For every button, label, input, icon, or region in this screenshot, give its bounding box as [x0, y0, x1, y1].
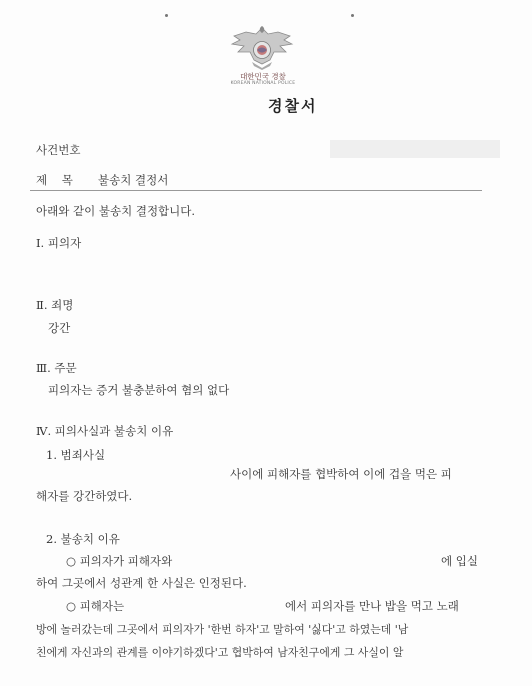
document-title: 경찰서 [268, 97, 318, 115]
scan-speck [165, 14, 168, 17]
section-facts-heading: Ⅳ. 피의사실과 불송치 이유 [36, 424, 174, 438]
reason-line: 에서 피의자를 만나 밥을 먹고 노래 [285, 599, 459, 613]
disposition-text: 피의자는 증거 불충분하여 혐의 없다 [48, 383, 230, 397]
reason-heading: 2. 불송치 이유 [46, 532, 120, 546]
case-number-label: 사건번호 [36, 143, 81, 157]
intro-text: 아래와 같이 불송치 결정합니다. [36, 204, 196, 218]
crime-facts-line: 해자를 강간하였다. [36, 489, 133, 503]
charge-name: 강간 [48, 321, 71, 335]
section-charge-heading: Ⅱ. 죄명 [36, 298, 74, 312]
crime-facts-heading: 1. 범죄사실 [46, 448, 106, 462]
reason-line: ○ 피해자는 [66, 599, 125, 613]
section-suspect-heading: Ⅰ. 피의자 [36, 236, 82, 250]
crime-facts-line: 사이에 피해자를 협박하여 이에 겁을 먹은 피 [230, 467, 452, 481]
scan-smudge [330, 140, 500, 158]
reason-line: 에 입실 [441, 554, 478, 568]
reason-line: 방에 놀러갔는데 그곳에서 피의자가 '한번 하자'고 말하여 '싫다'고 하였는데 '남 [36, 623, 409, 636]
subject-label: 제 목 [36, 173, 73, 187]
reason-line: 하여 그곳에서 성관계 한 사실은 인정된다. [36, 576, 247, 590]
reason-line: ○ 피의자가 피해자와 [66, 554, 173, 568]
agency-name-english: KOREAN NATIONAL POLICE [230, 81, 296, 86]
agency-name: 대한민국 경찰 [240, 72, 286, 81]
section-disposition-heading: Ⅲ. 주문 [36, 361, 77, 375]
scan-speck [351, 14, 354, 17]
reason-line: 친에게 자신과의 관계를 이야기하겠다'고 협박하여 남자친구에게 그 사실이 알 [36, 646, 404, 659]
subject-value: 불송치 결정서 [98, 173, 169, 187]
divider-line [30, 190, 482, 191]
